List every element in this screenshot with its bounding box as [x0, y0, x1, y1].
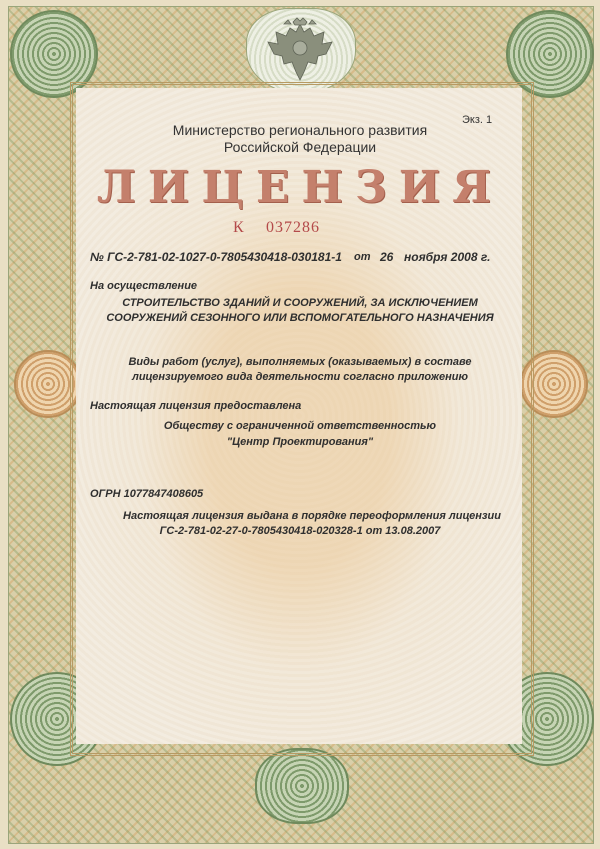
granted-label: Настоящая лицензия предоставлена — [90, 400, 302, 412]
license-number: № ГС-2-781-02-1027-0-7805430418-030181-1 — [90, 250, 342, 264]
reissue-line1: Настоящая лицензия выдана в порядке переоформления лицензии — [123, 510, 501, 522]
activity-line2: СООРУЖЕНИЙ СЕЗОННОГО ИЛИ ВСПОМОГАТЕЛЬНОГО НАЗНАЧЕНИЯ — [106, 312, 494, 324]
works-line2: лицензируемого вида деятельности согласно приложению — [132, 371, 468, 383]
serial-series: К — [233, 219, 245, 236]
copy-number: Экз. 1 — [462, 114, 493, 126]
company-name: "Центр Проектирования" — [226, 436, 374, 448]
bottom-medallion — [255, 748, 349, 824]
license-date-month-year: ноября 2008 г. — [404, 250, 491, 264]
license-date-day: 26 — [380, 250, 394, 264]
document-title: ЛИЦЕНЗИЯ — [96, 162, 504, 213]
works-line1: Виды работ (услуг), выполняемых (оказываемых) в составе — [128, 356, 472, 368]
coat-of-arms-icon — [262, 14, 338, 86]
ministry-name-line1: Министерство регионального развития — [172, 122, 428, 138]
ogrn: ОГРН 1077847408605 — [90, 488, 204, 500]
ministry-name-line2: Российской Федерации — [223, 139, 377, 155]
granted-line1: Обществу с ограниченной ответственностью — [163, 420, 437, 432]
reissue-line2: ГС-2-781-02-27-0-7805430418-020328-1 от 13.08.2007 — [159, 525, 441, 537]
license-date-prefix: от — [354, 251, 371, 263]
activity-line1: СТРОИТЕЛЬСТВО ЗДАНИЙ И СООРУЖЕНИЙ, ЗА ИСКЛЮЧЕНИЕМ — [122, 297, 478, 309]
serial-number: 037286 — [266, 219, 320, 236]
activity-label: На осуществление — [90, 280, 198, 292]
